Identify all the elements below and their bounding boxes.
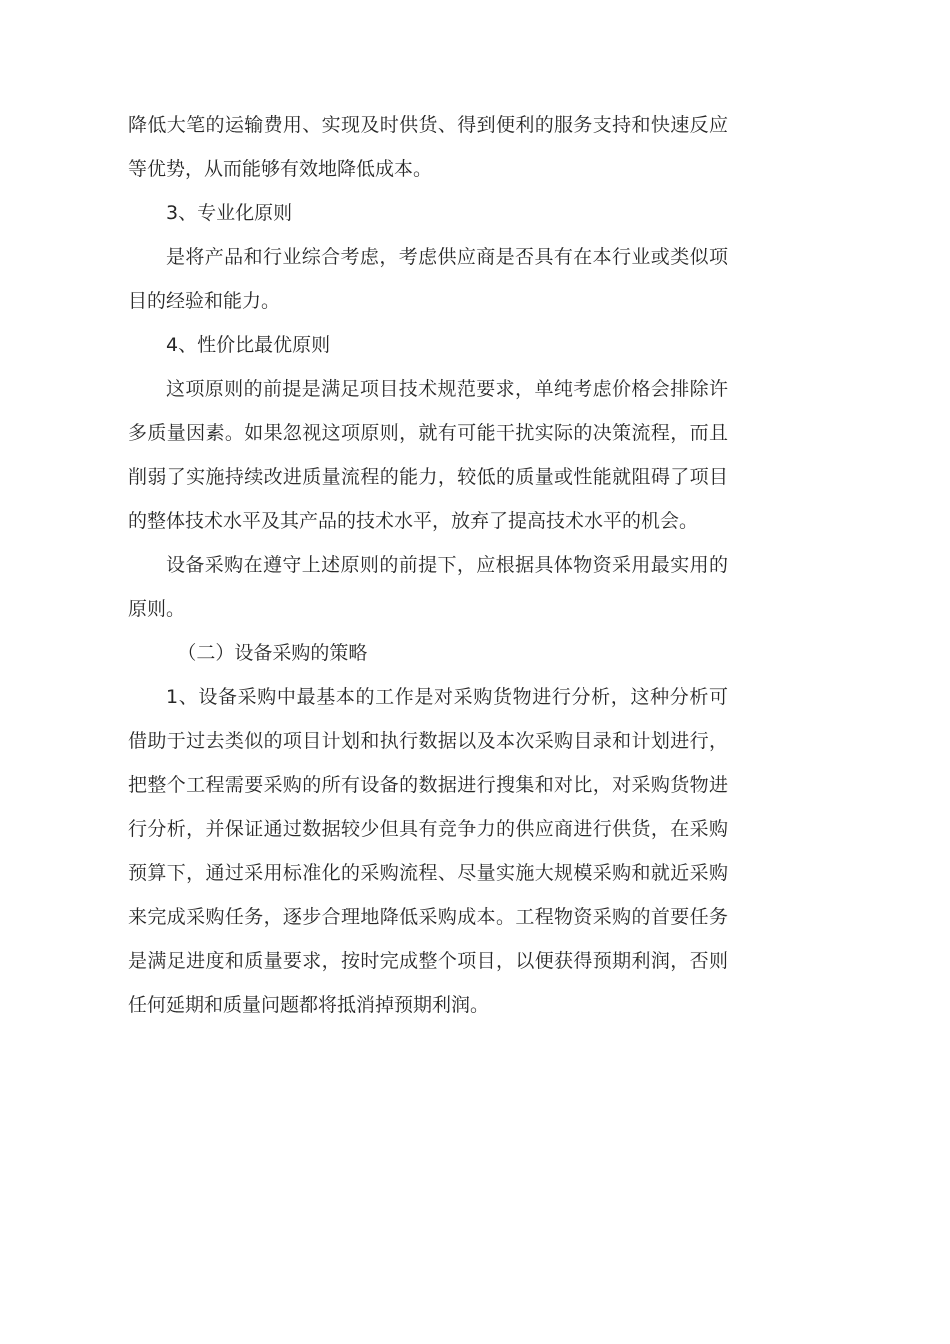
- paragraph-transport-cost: 降低大笔的运输费用、实现及时供货、得到便利的服务支持和快速反应等优势，从而能够有效地降低成本。: [128, 114, 728, 180]
- paragraph-specialization: 是将产品和行业综合考虑，考虑供应商是否具有在本行业或类似项目的经验和能力。: [128, 246, 728, 312]
- document-body: [128, 103, 728, 1027]
- heading-specialization-principle: 3、专业化原则: [166, 202, 293, 224]
- paragraph-procurement-analysis: 1、设备采购中最基本的工作是对采购货物进行分析，这种分析可借助于过去类似的项目计划和执行数据以及本次采购目录和计划进行，把整个工程需要采购的所有设备的数据进行搜集和对比，对采购货物进行分析，并保证通过数据较少但具有竞争力的供应商进行供货，在采购预算下，通过采用标准化的采购流程、尽量实施大规模采购和就近采购来完成采购任务，逐步合理地降低采购成本。工程物资采购的首要任务是满足进度和质量要求，按时完成整个项目，以便获得预期利润，否则任何延期和质量问题都将抵消掉预期利润。: [128, 686, 728, 1016]
- heading-procurement-strategy: （二）设备采购的策略: [177, 642, 368, 664]
- paragraph-cost-performance: 这项原则的前提是满足项目技术规范要求，单纯考虑价格会排除许多质量因素。如果忽视这项原则，就有可能干扰实际的决策流程，而且削弱了实施持续改进质量流程的能力，较低的质量或性能就阻碍了项目的整体技术水平及其产品的技术水平，放弃了提高技术水平的机会。: [128, 378, 728, 532]
- paragraph-practical-principle: 设备采购在遵守上述原则的前提下，应根据具体物资采用最实用的原则。: [128, 554, 728, 620]
- heading-cost-performance-principle: 4、性价比最优原则: [166, 334, 331, 356]
